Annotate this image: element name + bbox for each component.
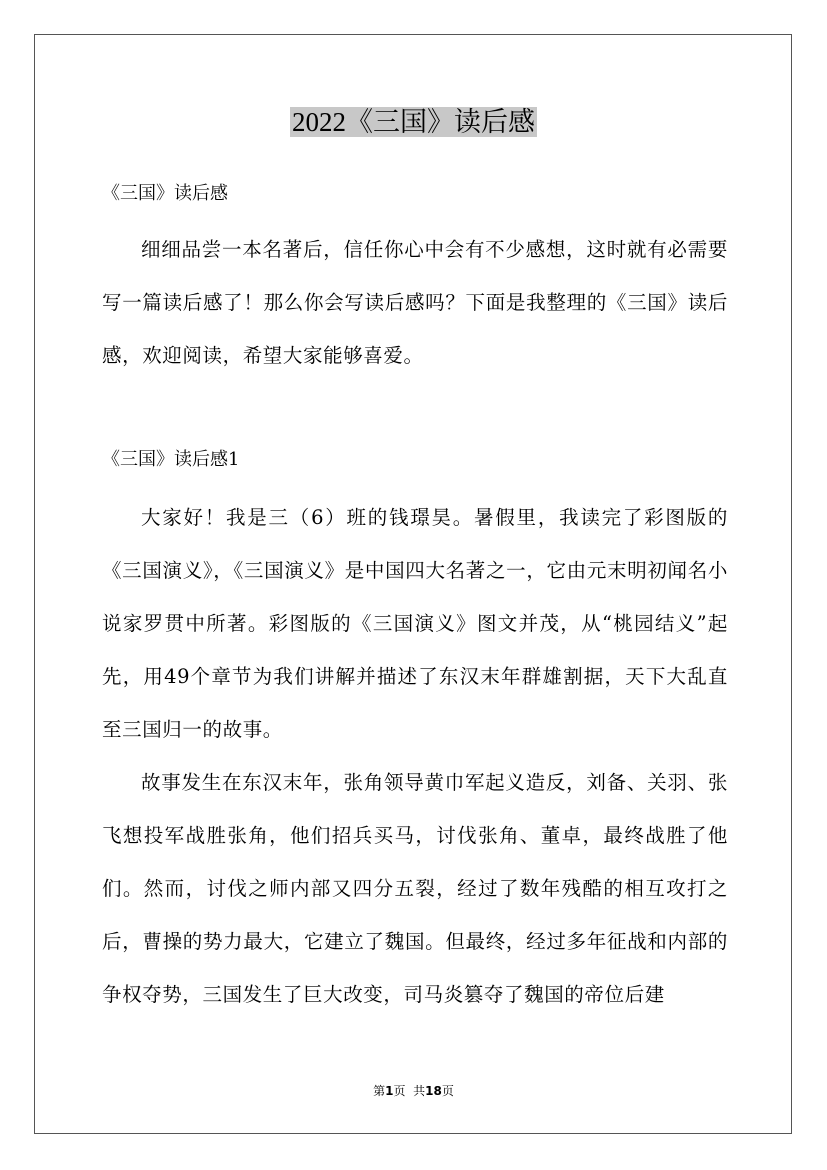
essay-paragraph-2: 故事发生在东汉末年，张角领导黄巾军起义造反，刘备、关羽、张飞想投军战胜张角，他们招兵买马，讨伐张角、董卓，最终战胜了他们。然而，讨伐之师内部又四分五裂，经过了数年残酷的相互攻打之后，曹操的势力最大，它建立了魏国。但最终，经过多年征战和内部的争权夺势，三国发生了巨大改变，司马炎篡夺了魏国的帝位后建 bbox=[102, 771, 728, 1006]
footer-page-prefix: 第 bbox=[373, 1084, 386, 1098]
essay-paragraph-1: 大家好！我是三（6）班的钱璟昊。暑假里，我读完了彩图版的《三国演义》，《三国演义》是中国四大名著之一，它由元末明初闻名小说家罗贯中所著。彩图版的《三国演义》图文并茂，从“桃园结义”起先，用49个章节为我们讲解并描述了东汉末年群雄割据，天下大乱直至三国归一的故事。 bbox=[102, 506, 728, 741]
document-body bbox=[102, 172, 728, 1021]
intro-paragraph: 细细品尝一本名著后，信任你心中会有不少感想，这时就有必需要写一篇读后感了！那么你会写读后感吗？下面是我整理的《三国》读后感，欢迎阅读，希望大家能够喜爱。 bbox=[102, 238, 728, 367]
document-title bbox=[0, 100, 827, 144]
page-footer bbox=[0, 1083, 827, 1099]
section-heading-intro: 《三国》读后感 bbox=[102, 183, 228, 204]
footer-total-prefix: 共 bbox=[413, 1084, 426, 1098]
footer-total-suffix: 页 bbox=[441, 1084, 454, 1098]
footer-total-pages: 18 bbox=[425, 1084, 442, 1098]
footer-page-number: 1 bbox=[385, 1084, 394, 1098]
document-title-text: 2022《三国》读后感 bbox=[292, 107, 535, 137]
section-heading-essay-1: 《三国》读后感1 bbox=[102, 449, 240, 470]
footer-page-suffix: 页 bbox=[393, 1084, 406, 1098]
